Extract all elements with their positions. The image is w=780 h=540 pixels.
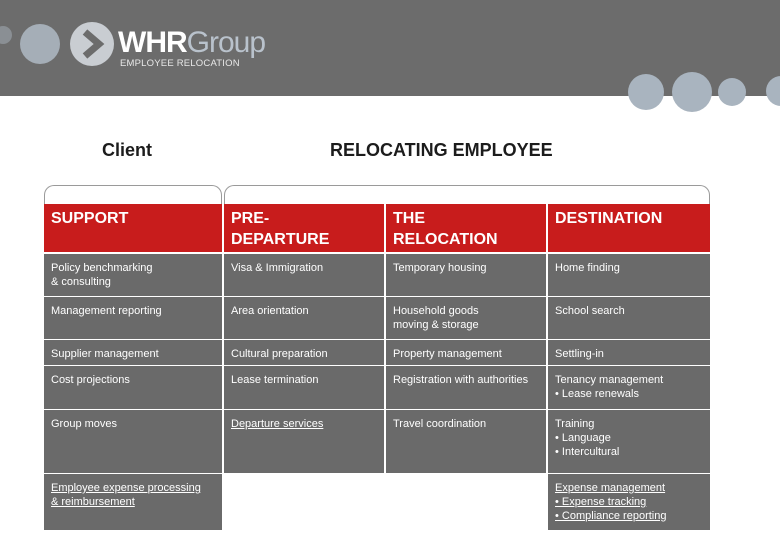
table-cell-support-text: & reimbursement [51, 496, 135, 508]
column-header-the-relocation [386, 204, 546, 252]
table-cell-support-text: Policy benchmarking [51, 262, 153, 274]
column-header-pre-departure [224, 204, 384, 252]
table-cell-the-relocation-text: moving & storage [393, 319, 479, 331]
table-cell-pre-departure-text: Departure services [231, 418, 324, 430]
table-cell-destination-text: Settling-in [555, 348, 604, 360]
table-cell-destination [548, 340, 710, 365]
logo-tagline: EMPLOYEE RELOCATION [120, 58, 240, 69]
client-heading: Client [102, 140, 153, 160]
decor-circle [20, 24, 60, 64]
table-cell-support-text: Cost projections [51, 374, 130, 386]
table-cell-pre-departure [224, 410, 384, 473]
table-cell-destination-text: • Lease renewals [555, 388, 639, 400]
table-cell-pre-departure-text: Lease termination [231, 374, 319, 386]
table-cell-pre-departure [224, 297, 384, 339]
table-cell-destination [548, 474, 710, 530]
chevron-logo-icon [70, 22, 114, 66]
logo-wordmark: WHRGroup [118, 26, 266, 59]
table-cell-the-relocation [386, 366, 546, 409]
table-cell-support [44, 254, 222, 296]
table-cell-destination [548, 410, 710, 473]
table-cell-destination-text: Home finding [555, 262, 620, 274]
table-cell-the-relocation [386, 340, 546, 365]
empty-cell [224, 474, 384, 530]
table-cell-pre-departure [224, 254, 384, 296]
table-cell-support [44, 410, 222, 473]
column-header-destination-text: DESTINATION [555, 210, 663, 227]
table-cell-support [44, 297, 222, 339]
empty-cell [386, 474, 546, 530]
table-cell-destination-text: • Compliance reporting [555, 510, 667, 522]
employee-bracket [224, 185, 710, 206]
table-cell-support-text: Management reporting [51, 305, 162, 317]
table-cell-the-relocation [386, 410, 546, 473]
decor-circle [672, 72, 712, 112]
table-cell-support [44, 474, 222, 530]
column-header-the-relocation-text: THE [393, 210, 425, 227]
table-cell-support [44, 340, 222, 365]
decor-circle [718, 78, 746, 106]
table-cell-destination-text: • Expense tracking [555, 496, 647, 508]
column-header-support [44, 204, 222, 252]
table-cell-support-text: Group moves [51, 418, 118, 430]
table-cell-destination-text: • Intercultural [555, 446, 620, 458]
table-cell-the-relocation [386, 297, 546, 339]
decor-circle [628, 74, 664, 110]
client-bracket [44, 185, 222, 206]
table-cell-pre-departure-text: Cultural preparation [231, 348, 328, 360]
table-cell-destination-text: • Language [555, 432, 611, 444]
column-header-pre-departure-text: PRE- [231, 210, 270, 227]
table-cell-support-text: Supplier management [51, 348, 159, 360]
table-cell-destination [548, 366, 710, 409]
column-header-pre-departure-text: DEPARTURE [231, 231, 330, 248]
table-cell-destination-text: School search [555, 305, 625, 317]
table-cell-the-relocation-text: Registration with authorities [393, 374, 529, 386]
table-cell-the-relocation-text: Household goods [393, 305, 479, 317]
table-cell-support [44, 366, 222, 409]
table-cell-destination-text: Expense management [555, 482, 666, 494]
column-header-destination [548, 204, 710, 252]
table-cell-the-relocation [386, 254, 546, 296]
table-cell-destination-text: Training [555, 418, 595, 430]
table-cell-the-relocation-text: Property management [393, 348, 502, 360]
table-cell-destination-text: Tenancy management [555, 374, 664, 386]
table-cell-pre-departure-text: Visa & Immigration [231, 262, 324, 274]
column-header-support-text: SUPPORT [51, 210, 129, 227]
table-cell-destination [548, 297, 710, 339]
table-cell-support-text: Employee expense processing [51, 482, 201, 494]
table-cell-the-relocation-text: Temporary housing [393, 262, 487, 274]
table-cell-pre-departure [224, 340, 384, 365]
relocating-employee-heading: RELOCATING EMPLOYEE [330, 140, 553, 160]
table-cell-pre-departure [224, 366, 384, 409]
table-cell-the-relocation-text: Travel coordination [393, 418, 487, 430]
table-cell-destination [548, 254, 710, 296]
table-cell-support-text: & consulting [51, 276, 111, 288]
column-header-the-relocation-text: RELOCATION [393, 231, 498, 248]
header-band [0, 0, 780, 96]
table-cell-pre-departure-text: Area orientation [231, 305, 309, 317]
